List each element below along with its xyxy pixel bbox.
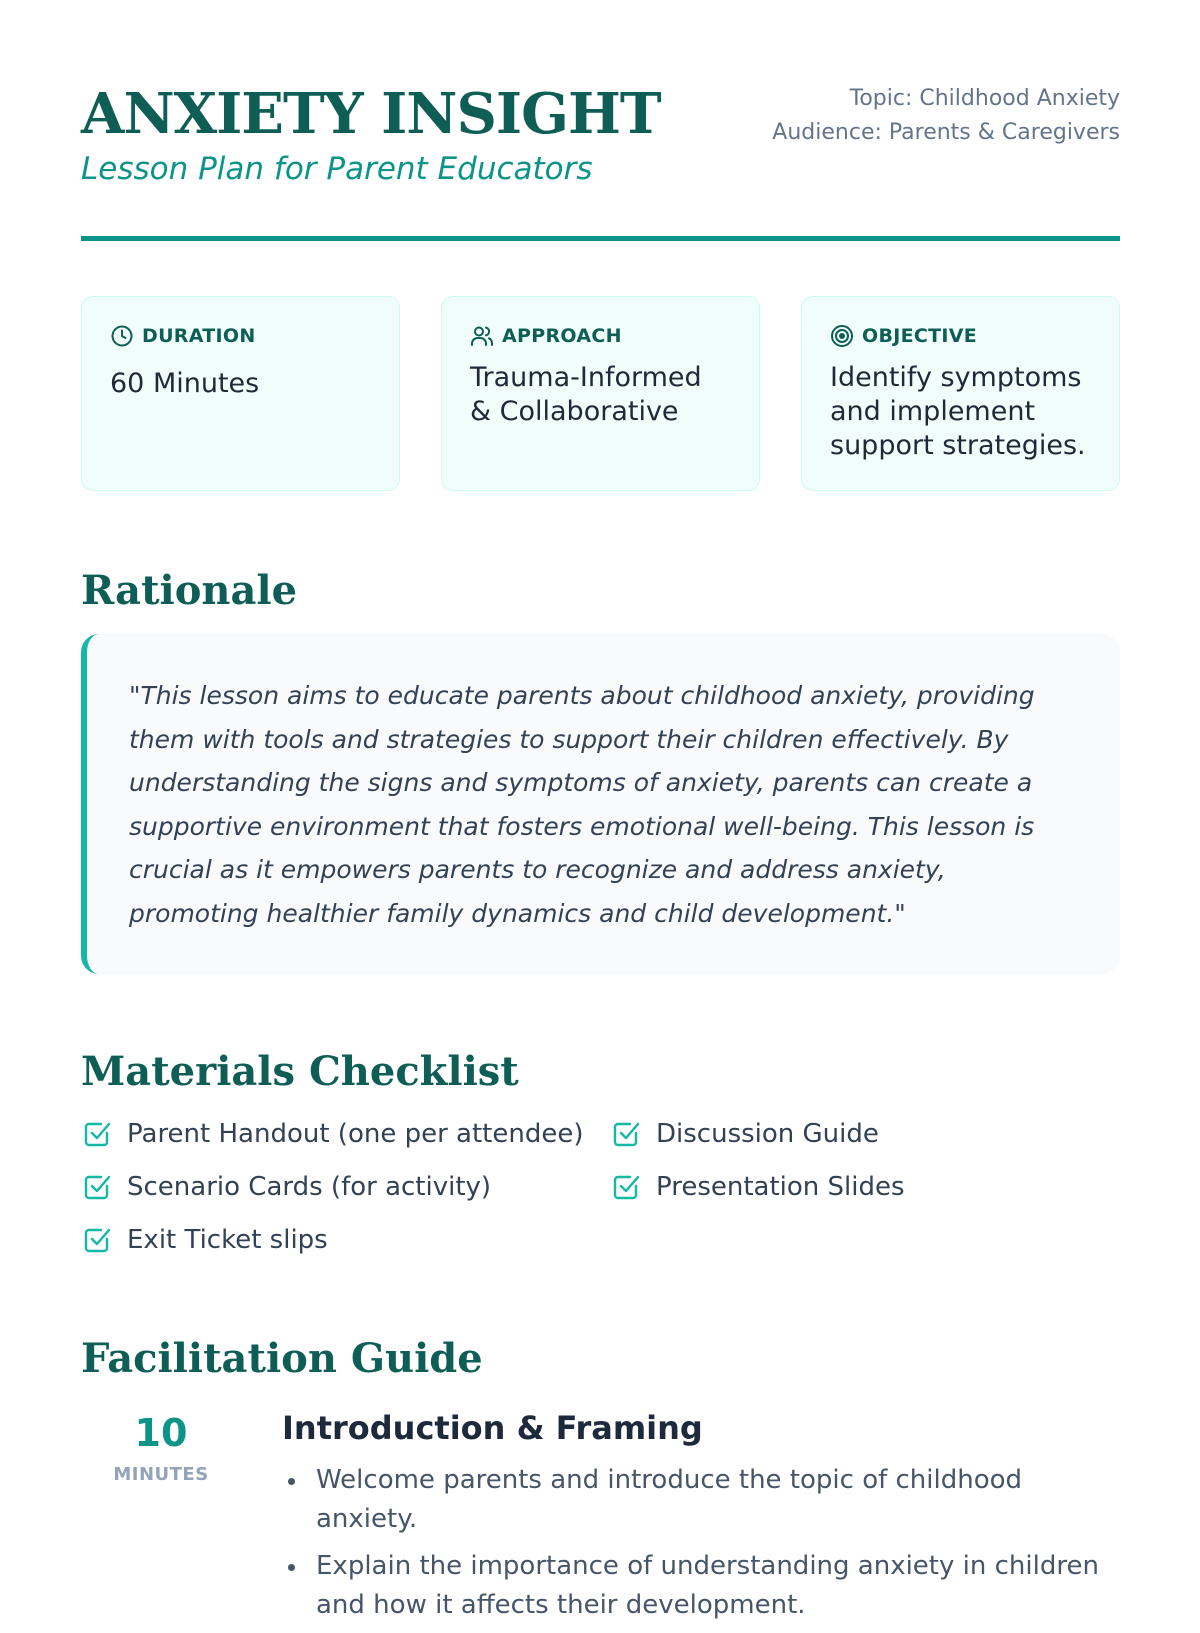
audience-text: Audience: Parents & Caregivers	[772, 120, 1120, 145]
target-icon	[830, 324, 854, 348]
checklist-item-label: Presentation Slides	[656, 1171, 905, 1202]
duration-label	[110, 325, 371, 347]
checkbox-checked-icon	[81, 1224, 113, 1256]
step-bullets	[282, 1461, 1120, 1625]
page-subtitle: Lesson Plan for Parent Educators	[81, 151, 593, 187]
checkbox-checked-icon	[610, 1118, 642, 1150]
step-minutes-unit: MINUTES	[113, 1464, 209, 1485]
step-content	[282, 1408, 1120, 1633]
duration-value: 60 Minutes	[110, 368, 260, 399]
rationale-text: "This lesson aims to educate parents about childhood anxiety, providing them with tools and strategies to support their children effectively. By understanding the signs and symptoms of anxiety, parents can create a supportive environment that fosters emotional well-being. This lesson is crucial as it empowers parents to recognize and address anxiety, promoting healthier family dynamics and child development."	[129, 681, 1035, 928]
step-minutes: 10	[134, 1411, 188, 1455]
checklist-item-label: Parent Handout (one per attendee)	[127, 1118, 584, 1149]
approach-card	[441, 296, 760, 491]
checklist-item	[81, 1116, 610, 1151]
duration-card	[81, 296, 400, 491]
objective-value: Identify symptoms and implement support strategies.	[830, 362, 1086, 461]
checkbox-checked-icon	[81, 1118, 113, 1150]
approach-value: Trauma-Informed & Collaborative	[470, 362, 702, 427]
checklist-item	[81, 1169, 610, 1204]
summary-cards	[81, 296, 1120, 491]
step-title: Introduction & Framing	[282, 1409, 703, 1447]
materials-checklist	[81, 1116, 981, 1257]
page-title: ANXIETY INSIGHT	[81, 81, 661, 147]
objective-label	[830, 325, 1091, 347]
header-meta	[772, 82, 1120, 150]
checklist-item	[81, 1222, 610, 1257]
checklist-item	[610, 1169, 981, 1204]
step-bullet: Welcome parents and introduce the topic of childhood anxiety.	[282, 1461, 1120, 1539]
checklist-item-label: Scenario Cards (for activity)	[127, 1171, 492, 1202]
rationale-heading: Rationale	[81, 567, 298, 614]
rationale-quote	[81, 634, 1120, 974]
facilitation-heading: Facilitation Guide	[81, 1335, 483, 1382]
checklist-item	[610, 1116, 981, 1151]
objective-card	[801, 296, 1120, 491]
checkbox-checked-icon	[81, 1171, 113, 1203]
topic-text: Topic: Childhood Anxiety	[849, 86, 1120, 111]
checklist-item-label: Exit Ticket slips	[127, 1224, 328, 1255]
facilitation-step	[81, 1409, 1120, 1620]
checkbox-checked-icon	[610, 1171, 642, 1203]
step-bullet: Explain the importance of understanding anxiety in children and how it affects their development.	[282, 1547, 1120, 1625]
header-divider	[81, 236, 1120, 241]
document-header	[81, 80, 1120, 190]
clock-icon	[110, 324, 134, 348]
materials-heading: Materials Checklist	[81, 1048, 519, 1095]
step-duration	[111, 1410, 211, 1485]
objective-label-text: OBJECTIVE	[862, 325, 978, 347]
duration-label-text: DURATION	[142, 325, 256, 347]
users-icon	[470, 324, 494, 348]
approach-label	[470, 325, 731, 347]
approach-label-text: APPROACH	[502, 325, 622, 347]
checklist-item-label: Discussion Guide	[656, 1118, 879, 1149]
